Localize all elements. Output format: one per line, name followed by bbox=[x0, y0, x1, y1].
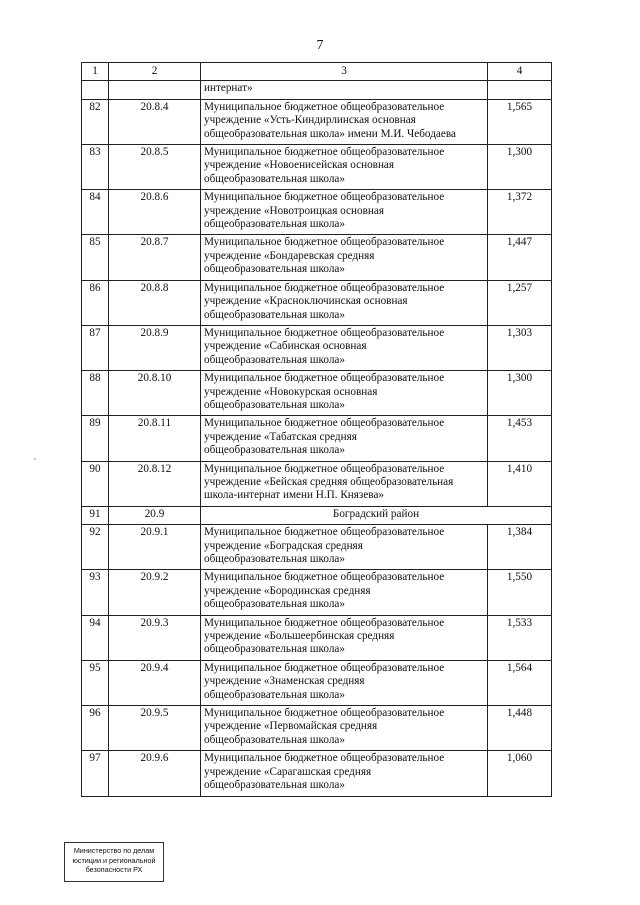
institution-name-line: Муниципальное бюджетное общеобразовательное bbox=[204, 146, 445, 159]
institution-name-line: общеобразовательная школа» bbox=[204, 444, 345, 457]
table-row bbox=[82, 615, 552, 660]
row-number: 90 bbox=[82, 461, 109, 506]
row-code: 20.8.5 bbox=[109, 145, 201, 190]
institution-name-line: учреждение «Бородинская средняя bbox=[204, 584, 371, 597]
institution-name bbox=[201, 706, 488, 751]
institution-name-line: Муниципальное бюджетное общеобразовательное bbox=[204, 417, 445, 430]
institution-name-line: Муниципальное бюджетное общеобразовательное bbox=[204, 707, 445, 720]
continuation-num-cell bbox=[82, 81, 109, 99]
institution-name-line: учреждение «Боградская средняя bbox=[204, 539, 363, 552]
column-header-1: 1 bbox=[82, 63, 109, 81]
row-number: 97 bbox=[82, 751, 109, 796]
row-code: 20.9 bbox=[109, 506, 201, 524]
row-value: 1,300 bbox=[488, 371, 552, 416]
continuation-row bbox=[82, 81, 552, 99]
row-number: 95 bbox=[82, 660, 109, 705]
table-row bbox=[82, 706, 552, 751]
institution-name-line: учреждение «Первомайская средняя bbox=[204, 720, 378, 733]
table-row bbox=[82, 371, 552, 416]
institution-name-line: Муниципальное бюджетное общеобразовательное bbox=[204, 372, 445, 385]
row-value: 1,410 bbox=[488, 461, 552, 506]
row-code: 20.9.5 bbox=[109, 706, 201, 751]
row-code: 20.9.2 bbox=[109, 570, 201, 615]
institution-name-line: учреждение «Сабинская основная bbox=[204, 340, 367, 353]
row-code: 20.8.8 bbox=[109, 280, 201, 325]
institution-name bbox=[201, 280, 488, 325]
institution-name bbox=[201, 660, 488, 705]
institution-name bbox=[201, 145, 488, 190]
institution-name-line: учреждение «Бейская средняя общеобразовательная bbox=[204, 475, 454, 488]
institution-name-line: учреждение «Красноключинская основная bbox=[204, 295, 408, 308]
institution-name bbox=[201, 525, 488, 570]
institution-name bbox=[201, 615, 488, 660]
row-number: 87 bbox=[82, 325, 109, 370]
row-code: 20.9.4 bbox=[109, 660, 201, 705]
institution-name-line: Муниципальное бюджетное общеобразовательное bbox=[204, 100, 445, 113]
institution-name-line: учреждение «Сарагашская средняя bbox=[204, 765, 372, 778]
row-number: 91 bbox=[82, 506, 109, 524]
table-row bbox=[82, 325, 552, 370]
table-row bbox=[82, 145, 552, 190]
institution-name-line: Муниципальное бюджетное общеобразовательное bbox=[204, 661, 445, 674]
institution-name-line: Муниципальное бюджетное общеобразовательное bbox=[204, 191, 445, 204]
institution-name-line: Муниципальное бюджетное общеобразовательное bbox=[204, 752, 445, 765]
row-value: 1,372 bbox=[488, 190, 552, 235]
institution-name-line: учреждение «Новотроицкая основная bbox=[204, 204, 384, 217]
row-number: 82 bbox=[82, 99, 109, 144]
institution-name bbox=[201, 371, 488, 416]
row-number: 88 bbox=[82, 371, 109, 416]
page-number: 7 bbox=[316, 38, 324, 53]
table-row bbox=[82, 235, 552, 280]
row-value: 1,448 bbox=[488, 706, 552, 751]
row-code: 20.8.12 bbox=[109, 461, 201, 506]
row-code: 20.9.3 bbox=[109, 615, 201, 660]
stamp-line: Министерство по делам bbox=[73, 846, 155, 855]
row-value: 1,060 bbox=[488, 751, 552, 796]
table-row bbox=[82, 280, 552, 325]
row-code: 20.8.10 bbox=[109, 371, 201, 416]
row-number: 96 bbox=[82, 706, 109, 751]
row-value: 1,447 bbox=[488, 235, 552, 280]
row-number: 83 bbox=[82, 145, 109, 190]
row-value: 1,565 bbox=[488, 99, 552, 144]
table-row bbox=[82, 416, 552, 461]
row-value: 1,384 bbox=[488, 525, 552, 570]
table-row bbox=[82, 190, 552, 235]
institution-name-line: Муниципальное бюджетное общеобразовательное bbox=[204, 462, 445, 475]
row-code: 20.8.9 bbox=[109, 325, 201, 370]
row-number: 93 bbox=[82, 570, 109, 615]
district-row bbox=[82, 506, 552, 524]
institution-name-line: Муниципальное бюджетное общеобразовательное bbox=[204, 326, 445, 339]
continuation-value-cell bbox=[488, 81, 552, 99]
row-value: 1,564 bbox=[488, 660, 552, 705]
row-value: 1,453 bbox=[488, 416, 552, 461]
institution-name bbox=[201, 461, 488, 506]
institution-name-line: учреждение «Бондаревская средняя bbox=[204, 249, 375, 262]
scan-speck bbox=[34, 458, 36, 460]
row-value: 1,257 bbox=[488, 280, 552, 325]
institution-name-line: общеобразовательная школа» bbox=[204, 553, 345, 565]
institution-name-line: общеобразовательная школа» bbox=[204, 172, 345, 185]
row-value: 1,533 bbox=[488, 615, 552, 660]
institution-name-line: Муниципальное бюджетное общеобразовательное bbox=[204, 616, 445, 629]
table-header-row bbox=[82, 63, 552, 81]
row-number: 86 bbox=[82, 280, 109, 325]
row-number: 85 bbox=[82, 235, 109, 280]
table-row bbox=[82, 570, 552, 615]
institution-name bbox=[201, 325, 488, 370]
row-code: 20.8.6 bbox=[109, 190, 201, 235]
row-value: 1,550 bbox=[488, 570, 552, 615]
stamp-line: юстиции и региональной bbox=[72, 855, 156, 865]
institution-name-line: общеобразовательная школа» bbox=[204, 598, 345, 611]
registration-stamp bbox=[64, 842, 164, 882]
continuation-text: интернат» bbox=[201, 81, 488, 99]
table-row bbox=[82, 99, 552, 144]
institution-name-line: Муниципальное бюджетное общеобразовательное bbox=[204, 571, 445, 584]
institution-name-line: общеобразовательная школа» bbox=[204, 733, 345, 746]
row-value: 1,303 bbox=[488, 325, 552, 370]
institution-name-line: общеобразовательная школа» bbox=[204, 688, 345, 701]
institution-name-line: учреждение «Новокурская основная bbox=[204, 385, 378, 398]
column-header-3: 3 bbox=[201, 63, 488, 81]
document-table bbox=[81, 62, 552, 797]
column-header-4: 4 bbox=[488, 63, 552, 81]
institution-name-line: общеобразовательная школа» bbox=[204, 398, 345, 411]
institution-name-line: общеобразовательная школа» bbox=[204, 353, 345, 366]
institution-name-line: общеобразовательная школа» bbox=[204, 643, 345, 656]
institution-name-line: Муниципальное бюджетное общеобразовательное bbox=[204, 236, 445, 249]
institution-name-line: общеобразовательная школа» bbox=[204, 218, 345, 231]
institution-name bbox=[201, 99, 488, 144]
table-row bbox=[82, 461, 552, 506]
institution-name bbox=[201, 190, 488, 235]
institution-name-line: общеобразовательная школа» имени М.И. Чебодаева bbox=[204, 127, 456, 140]
institution-name bbox=[201, 751, 488, 796]
column-header-2: 2 bbox=[109, 63, 201, 81]
row-number: 89 bbox=[82, 416, 109, 461]
institution-name bbox=[201, 235, 488, 280]
institution-name-line: Муниципальное бюджетное общеобразовательное bbox=[204, 526, 445, 539]
row-code: 20.8.7 bbox=[109, 235, 201, 280]
institution-name bbox=[201, 570, 488, 615]
row-number: 94 bbox=[82, 615, 109, 660]
row-value: 1,300 bbox=[488, 145, 552, 190]
stamp-line: безопасности РХ bbox=[85, 865, 143, 874]
institution-name bbox=[201, 416, 488, 461]
table-row bbox=[82, 525, 552, 570]
row-code: 20.9.6 bbox=[109, 751, 201, 796]
institution-name-line: общеобразовательная школа» bbox=[204, 263, 345, 276]
table-row bbox=[82, 751, 552, 796]
institution-name-line: учреждение «Новоенисейская основная bbox=[204, 159, 395, 172]
institution-name-line: общеобразовательная школа» bbox=[204, 308, 345, 321]
row-code: 20.9.1 bbox=[109, 525, 201, 570]
row-code: 20.8.11 bbox=[109, 416, 201, 461]
row-number: 84 bbox=[82, 190, 109, 235]
institution-name-line: школа-интернат имени Н.П. Князева» bbox=[204, 489, 384, 502]
row-number: 92 bbox=[82, 525, 109, 570]
row-code: 20.8.4 bbox=[109, 99, 201, 144]
institution-name-line: учреждение «Усть-Киндирлинская основная bbox=[204, 114, 416, 127]
institution-name-line: общеобразовательная школа» bbox=[204, 779, 345, 792]
institution-name-line: Муниципальное бюджетное общеобразовательное bbox=[204, 281, 445, 294]
institution-name-line: учреждение «Большеербинская средняя bbox=[204, 630, 395, 643]
district-name: Боградский район bbox=[201, 506, 552, 524]
continuation-code-cell bbox=[109, 81, 201, 99]
table-row bbox=[82, 660, 552, 705]
table-body bbox=[82, 81, 552, 796]
institution-name-line: учреждение «Знаменская средняя bbox=[204, 675, 365, 688]
institution-name-line: учреждение «Табатская средняя bbox=[204, 430, 357, 443]
